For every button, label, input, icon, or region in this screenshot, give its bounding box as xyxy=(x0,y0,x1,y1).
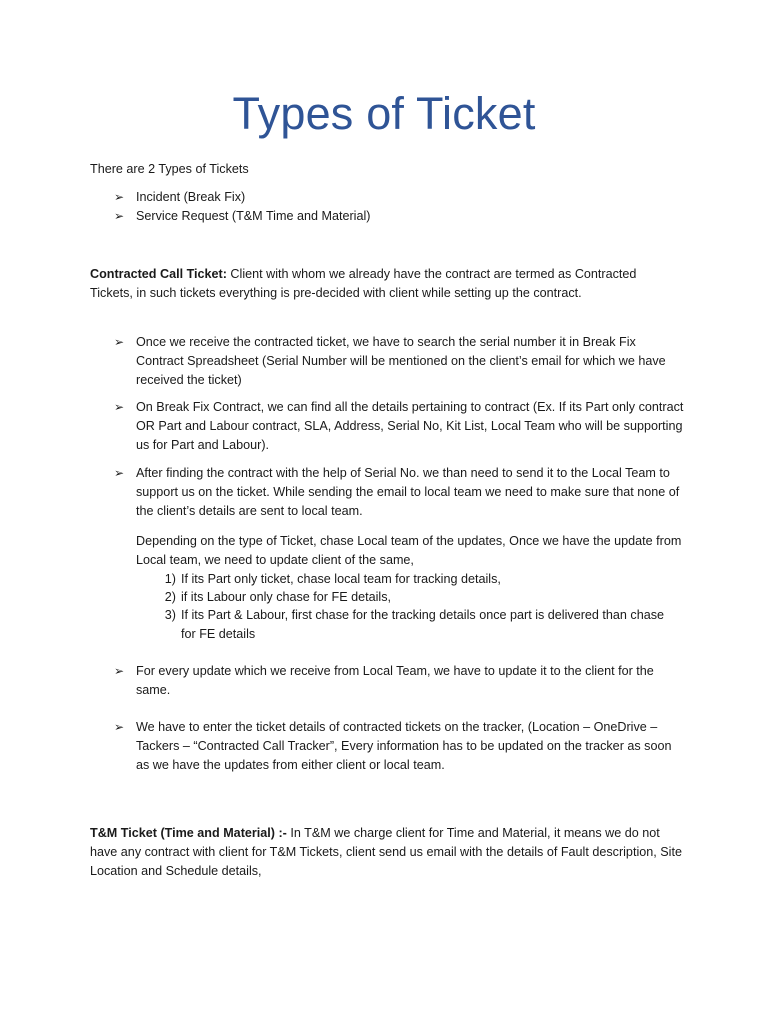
item-number: 2) xyxy=(164,590,176,604)
numbered-item: 3) If its Part & Labour, first chase for the tracking details once part is delivered than chase for FE details xyxy=(158,606,678,644)
step-item: ➢ For every update which we receive from Local Team, we have to update it to the client for the same. xyxy=(114,664,654,697)
step-item: ➢ After finding the contract with the help of Serial No. we than need to send it to the Local Team to support us on the ticket. While sending the email to local team we need to make sure that none of the client’s details are sent to local team. xyxy=(114,466,680,518)
depending-paragraph: Depending on the type of Ticket, chase Local team of the updates, Once we have the update from Local team, we need to update client of the same, xyxy=(136,534,682,567)
contracted-ticket-paragraph xyxy=(90,265,682,303)
arrow-bullet-icon: ➢ xyxy=(114,400,125,414)
item-number: 1) xyxy=(164,572,176,586)
tm-heading: T&M Ticket (Time and Material) :- xyxy=(90,826,287,840)
tm-ticket-paragraph xyxy=(90,824,682,881)
step-item: ➢ We have to enter the ticket details of contracted tickets on the tracker, (Location – OneDrive – Tackers – “Contracted Call Tracker”, Every information has to be updated on the tracker as soon as we have the updates from either client or local team. xyxy=(114,720,672,772)
type-list-item: ➢ Service Request (T&M Time and Material) xyxy=(114,207,684,226)
step-item: ➢ On Break Fix Contract, we can find all the details pertaining to contract (Ex. If its Part only contract OR Part and Labour contract, SLA, Address, Serial No, Kit List, Local Team who will be supporting us for Part and Labour). xyxy=(114,400,684,452)
type-list-item: ➢ Incident (Break Fix) xyxy=(114,188,684,207)
intro-text: There are 2 Types of Tickets xyxy=(90,162,249,176)
numbered-item: 2) if its Labour only chase for FE details, xyxy=(158,588,678,607)
page-title: Types of Ticket xyxy=(232,88,536,139)
tm-text: In T&M we charge client for Time and Material, it means we do not have any contract with client for T&M Tickets, client send us email with the details of Fault description, Site Location and Schedule details, xyxy=(90,826,682,878)
contracted-heading: Contracted Call Ticket: xyxy=(90,267,227,281)
arrow-bullet-icon: ➢ xyxy=(114,190,125,204)
contracted-text: Client with whom we already have the contract are termed as Contracted Tickets, in such tickets everything is pre-decided with client while setting up the contract. xyxy=(90,267,637,300)
step-item: ➢ Once we receive the contracted ticket, we have to search the serial number it in Break Fix Contract Spreadsheet (Serial Number will be mentioned on the client’s email for which we have received the ticket) xyxy=(114,335,666,387)
arrow-bullet-icon: ➢ xyxy=(114,209,125,223)
numbered-item: 1) If its Part only ticket, chase local team for tracking details, xyxy=(158,570,678,589)
arrow-bullet-icon: ➢ xyxy=(114,466,125,480)
arrow-bullet-icon: ➢ xyxy=(114,335,125,349)
item-number: 3) xyxy=(164,608,176,622)
arrow-bullet-icon: ➢ xyxy=(114,720,125,734)
arrow-bullet-icon: ➢ xyxy=(114,664,125,678)
